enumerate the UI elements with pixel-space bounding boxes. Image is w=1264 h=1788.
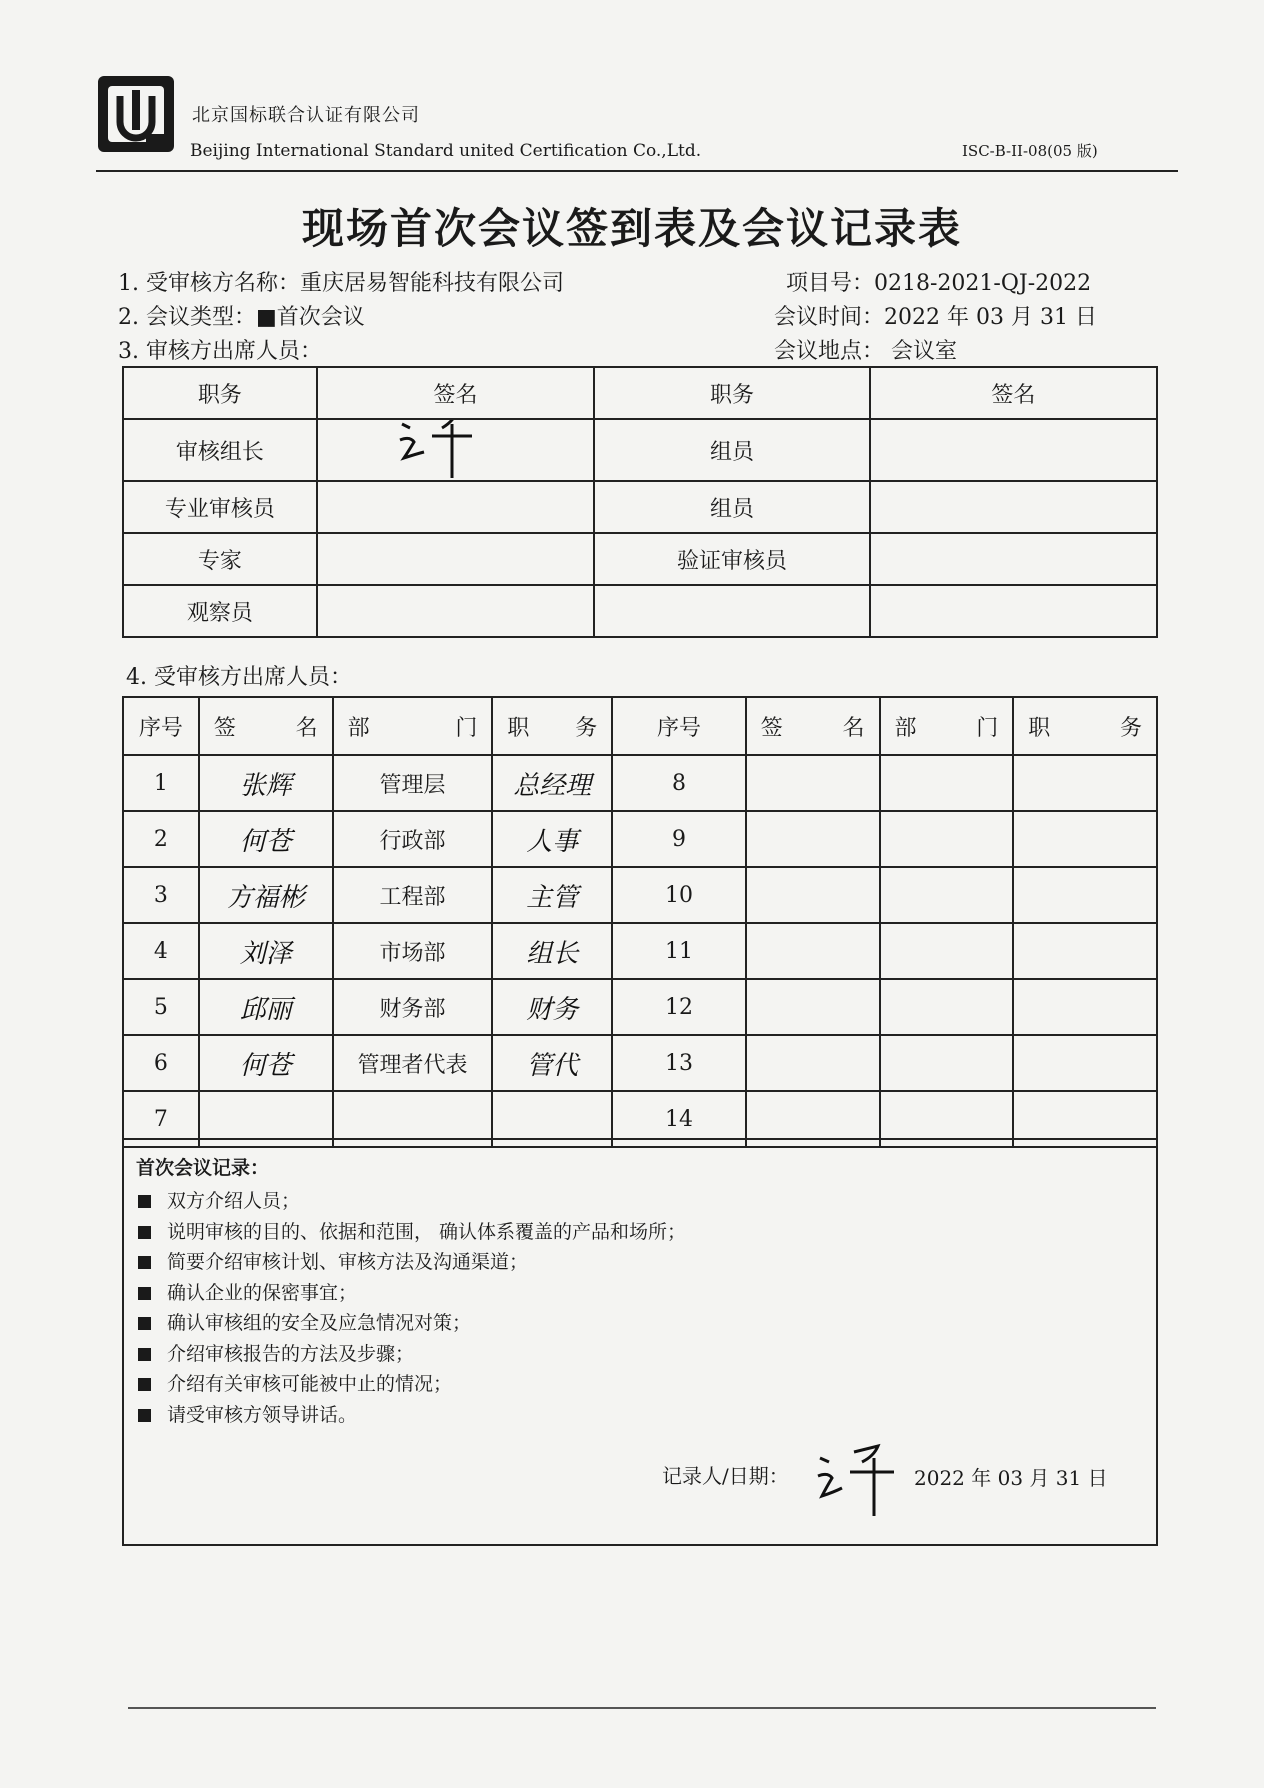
table-row (123, 867, 1157, 923)
record-item-text: 确认审核组的安全及应急情况对策； (167, 1312, 472, 1334)
row-number: 11 (612, 923, 746, 979)
row-number: 1 (123, 755, 199, 811)
role-cell: 组员 (594, 481, 869, 533)
row-number: 6 (123, 1035, 199, 1091)
handwritten-signature (394, 419, 484, 480)
role-cell: 组长 (492, 923, 612, 979)
signature-cell (746, 1035, 880, 1091)
role-cell (1013, 1035, 1157, 1091)
row-number: 13 (612, 1035, 746, 1091)
table-header-row (123, 697, 1157, 755)
record-title: 首次会议记录： (136, 1157, 270, 1179)
row-number: 8 (612, 755, 746, 811)
table-row (123, 979, 1157, 1035)
row-number: 5 (123, 979, 199, 1035)
square-bullet-icon (138, 1348, 151, 1361)
row-number: 4 (123, 923, 199, 979)
department-cell (880, 755, 1014, 811)
row-number: 3 (123, 867, 199, 923)
signature-cell: 何苍 (199, 1035, 333, 1091)
recorder-signature (814, 1440, 904, 1520)
table-row (123, 419, 1157, 481)
department-cell (880, 811, 1014, 867)
record-date: 2022 年 03 月 31 日 (914, 1466, 1108, 1490)
page-title: 现场首次会议签到表及会议记录表 (301, 204, 962, 253)
table-row (123, 585, 1157, 637)
column-header: 部 门 (333, 697, 493, 755)
record-list-item (138, 1308, 471, 1335)
footer-divider (128, 1707, 1156, 1709)
signature-cell (746, 979, 880, 1035)
company-name-cn: 北京国标联合认证有限公司 (192, 105, 420, 126)
table-row (123, 811, 1157, 867)
column-header: 签名 (870, 367, 1157, 419)
signature-cell (746, 755, 880, 811)
company-name-en: Beijing International Standard united Certification Co.,Ltd. (190, 141, 702, 161)
record-item-text: 简要介绍审核计划、审核方法及沟通渠道； (167, 1251, 529, 1273)
department-cell (880, 867, 1014, 923)
row-number: 7 (123, 1091, 199, 1147)
column-header: 签名 (317, 367, 595, 419)
role-cell: 组员 (594, 419, 869, 481)
department-cell: 财务部 (333, 979, 493, 1035)
record-item-text: 介绍有关审核可能被中止的情况； (167, 1373, 453, 1395)
signature-cell: 邱丽 (199, 979, 333, 1035)
square-bullet-icon (138, 1287, 151, 1300)
signature-cell: 张辉 (199, 755, 333, 811)
table-header-row (123, 367, 1157, 419)
signature-cell (870, 533, 1157, 585)
record-item-text: 双方介绍人员； (167, 1190, 301, 1212)
company-logo (96, 74, 176, 154)
department-cell: 工程部 (333, 867, 493, 923)
square-bullet-icon (138, 1409, 151, 1422)
table-row (123, 923, 1157, 979)
row-number: 9 (612, 811, 746, 867)
record-list-item (138, 1186, 300, 1213)
audit-team-label: 3. 审核方出席人员： (118, 339, 322, 364)
role-cell (594, 585, 869, 637)
signature-cell (317, 419, 595, 481)
column-header: 序号 (123, 697, 199, 755)
attendees-table (122, 696, 1158, 1148)
meeting-place: 会议地点： 会议室 (774, 339, 957, 364)
department-cell: 行政部 (333, 811, 493, 867)
signature-cell: 方福彬 (199, 867, 333, 923)
signature-cell (317, 533, 595, 585)
signature-cell (317, 481, 595, 533)
recorder-label: 记录人/日期： (662, 1464, 789, 1488)
record-item-text: 说明审核的目的、依据和范围， 确认体系覆盖的产品和场所； (167, 1220, 687, 1243)
signature-cell (870, 419, 1157, 481)
column-header: 职 务 (492, 697, 612, 755)
audit-team-table (122, 366, 1158, 638)
row-number: 2 (123, 811, 199, 867)
record-list-item (138, 1369, 452, 1396)
role-cell: 专家 (123, 533, 317, 585)
role-cell (1013, 811, 1157, 867)
square-bullet-icon (138, 1195, 151, 1208)
role-cell: 人事 (492, 811, 612, 867)
signature-cell (746, 811, 880, 867)
role-cell: 管代 (492, 1035, 612, 1091)
signature-cell (746, 923, 880, 979)
record-list-item (138, 1217, 686, 1244)
role-cell: 审核组长 (123, 419, 317, 481)
department-cell (880, 923, 1014, 979)
record-item-text: 确认企业的保密事宜； (167, 1281, 358, 1304)
role-cell: 主管 (492, 867, 612, 923)
signature-cell: 刘泽 (199, 923, 333, 979)
column-header: 部 门 (880, 697, 1014, 755)
signature-cell: 何苍 (199, 811, 333, 867)
square-bullet-icon (138, 1256, 151, 1269)
record-item-text: 请受审核方领导讲话。 (167, 1403, 358, 1426)
square-bullet-icon (138, 1317, 151, 1330)
square-bullet-icon (138, 1226, 151, 1239)
column-header: 职务 (123, 367, 317, 419)
record-item-text: 介绍审核报告的方法及步骤； (167, 1342, 415, 1365)
department-cell: 管理层 (333, 755, 493, 811)
role-cell: 专业审核员 (123, 481, 317, 533)
role-cell (1013, 979, 1157, 1035)
role-cell (1013, 755, 1157, 811)
row-number: 14 (612, 1091, 746, 1147)
role-cell: 观察员 (123, 585, 317, 637)
column-header: 职务 (594, 367, 869, 419)
role-cell: 验证审核员 (594, 533, 869, 585)
meeting-time: 会议时间：2022 年 03 月 31 日 (774, 305, 1097, 330)
document-code: ISC-B-II-08(05 版) (962, 142, 1098, 160)
signature-cell (870, 481, 1157, 533)
role-cell: 总经理 (492, 755, 612, 811)
role-cell (1013, 923, 1157, 979)
meeting-type: 2. 会议类型：■首次会议 (118, 305, 365, 330)
signature-cell (317, 585, 595, 637)
department-cell (880, 1035, 1014, 1091)
column-header: 签 名 (199, 697, 333, 755)
role-cell: 财务 (492, 979, 612, 1035)
square-bullet-icon (138, 1378, 151, 1391)
column-header: 签 名 (746, 697, 880, 755)
auditee-attendees-label: 4. 受审核方出席人员： (126, 665, 352, 690)
department-cell: 管理者代表 (333, 1035, 493, 1091)
table-row (123, 1035, 1157, 1091)
role-cell (1013, 867, 1157, 923)
record-list-item (138, 1278, 357, 1305)
signature-cell (746, 867, 880, 923)
record-list-item (138, 1339, 414, 1366)
table-row (123, 533, 1157, 585)
row-number: 10 (612, 867, 746, 923)
signature-cell (870, 585, 1157, 637)
record-list-item (138, 1400, 357, 1427)
record-list-item (138, 1247, 528, 1274)
column-header: 序号 (612, 697, 746, 755)
column-header: 职 务 (1013, 697, 1157, 755)
table-row (123, 481, 1157, 533)
table-row (123, 755, 1157, 811)
project-number: 项目号：0218-2021-QJ-2022 (786, 271, 1092, 296)
department-cell: 市场部 (333, 923, 493, 979)
header-divider (96, 170, 1178, 172)
row-number: 12 (612, 979, 746, 1035)
department-cell (880, 979, 1014, 1035)
auditee-name: 1. 受审核方名称：重庆居易智能科技有限公司 (118, 271, 564, 296)
